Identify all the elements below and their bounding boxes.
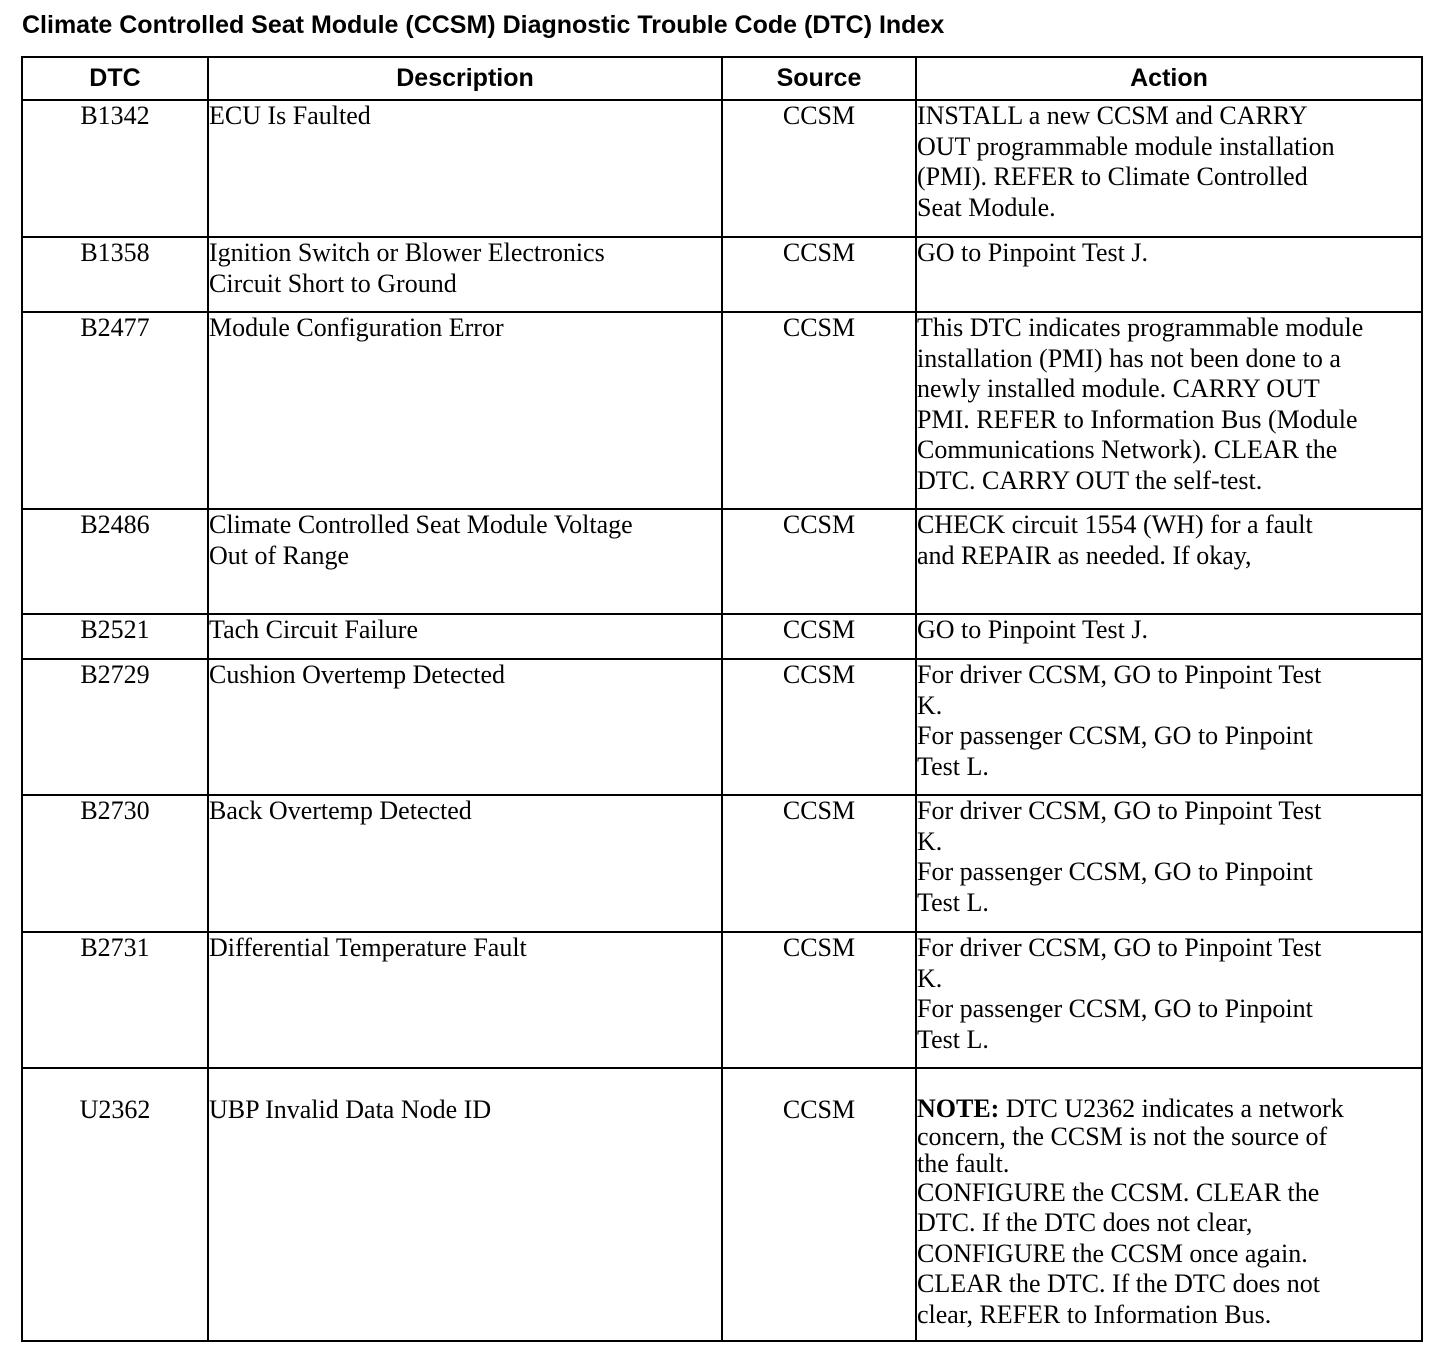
source-cell: CCSM [722, 100, 916, 237]
dtc-code-cell: B1342 [22, 100, 208, 237]
dtc-code-cell: B2729 [22, 659, 208, 795]
source-cell: CCSM [722, 795, 916, 932]
action-line: OUT programmable module installation [917, 131, 1335, 161]
note-line: the fault. [917, 1149, 1010, 1178]
action-cell [916, 100, 1422, 237]
description-line: Out of Range [209, 540, 350, 570]
action-line: K. [917, 690, 943, 720]
header-action: Action [916, 57, 1422, 100]
description-cell [208, 795, 722, 932]
page-title: Climate Controlled Seat Module (CCSM) Diagnostic Trouble Code (DTC) Index [22, 11, 945, 39]
description-line: Circuit Short to Ground [209, 268, 457, 298]
table-row [22, 795, 1422, 932]
table-row [22, 509, 1422, 614]
action-cell [916, 614, 1422, 659]
description-line: Back Overtemp Detected [209, 796, 472, 825]
action-cell [916, 1068, 1422, 1341]
description-line: Module Configuration Error [209, 313, 504, 342]
header-dtc: DTC [22, 57, 208, 100]
source-cell: CCSM [722, 509, 916, 614]
action-line: Test L. [917, 751, 989, 781]
action-line: For passenger CCSM, GO to Pinpoint [917, 857, 1313, 886]
description-line: ECU Is Faulted [209, 101, 371, 130]
action-cell [916, 795, 1422, 932]
note-first-line [917, 1095, 1421, 1123]
dtc-index-table [21, 56, 1423, 1342]
description-line: Ignition Switch or Blower Electronics [209, 238, 605, 267]
table-row [22, 659, 1422, 795]
action-cell [916, 932, 1422, 1068]
description-cell [208, 932, 722, 1068]
description-line: UBP Invalid Data Node ID [209, 1095, 492, 1124]
source-cell: CCSM [722, 1068, 916, 1341]
action-line: Test L. [917, 1024, 989, 1054]
note-line: concern, the CCSM is not the source of [917, 1121, 1328, 1151]
description-cell [208, 509, 722, 614]
dtc-code-cell: B2731 [22, 932, 208, 1068]
action-line: Communications Network). CLEAR the [917, 435, 1338, 464]
dtc-code-cell: B2477 [22, 312, 208, 509]
dtc-code-cell: B2730 [22, 795, 208, 932]
description-cell [208, 1068, 722, 1341]
action-line: clear, REFER to Information Bus. [917, 1299, 1272, 1329]
action-line: CONFIGURE the CCSM. CLEAR the [917, 1177, 1320, 1207]
description-cell [208, 100, 722, 237]
action-line: For driver CCSM, GO to Pinpoint Test [917, 796, 1322, 825]
action-line: installation (PMI) has not been done to a [917, 343, 1341, 373]
description-cell [208, 237, 722, 312]
source-cell: CCSM [722, 659, 916, 795]
action-line: K. [917, 963, 943, 993]
note-block [917, 1095, 1421, 1178]
table-row [22, 237, 1422, 312]
action-line: K. [917, 826, 943, 856]
action-cell [916, 237, 1422, 312]
table-row [22, 100, 1422, 237]
action-line: For passenger CCSM, GO to Pinpoint [917, 994, 1313, 1023]
action-line: and REPAIR as needed. If okay, [917, 540, 1252, 570]
action-line: DTC. If the DTC does not clear, [917, 1208, 1253, 1237]
header-description: Description [208, 57, 722, 100]
table-row [22, 1068, 1422, 1341]
description-cell [208, 312, 722, 509]
description-line: Cushion Overtemp Detected [209, 660, 506, 689]
action-line: (PMI). REFER to Climate Controlled [917, 162, 1308, 191]
action-line: CLEAR the DTC. If the DTC does not [917, 1269, 1320, 1298]
action-cell [916, 509, 1422, 614]
source-cell: CCSM [722, 312, 916, 509]
action-cell [916, 312, 1422, 509]
action-line: CHECK circuit 1554 (WH) for a fault [917, 510, 1313, 539]
description-cell [208, 614, 722, 659]
action-line: For driver CCSM, GO to Pinpoint Test [917, 660, 1322, 689]
action-line: newly installed module. CARRY OUT [917, 374, 1320, 403]
description-line: Climate Controlled Seat Module Voltage [209, 510, 633, 539]
description-line: Differential Temperature Fault [209, 933, 527, 962]
action-line: INSTALL a new CCSM and CARRY [917, 101, 1308, 130]
source-cell: CCSM [722, 614, 916, 659]
action-line: DTC. CARRY OUT the self-test. [917, 465, 1263, 495]
action-cell [916, 659, 1422, 795]
note-label: NOTE: [917, 1094, 1000, 1123]
action-line: For driver CCSM, GO to Pinpoint Test [917, 933, 1322, 962]
table-row [22, 614, 1422, 659]
action-line: CONFIGURE the CCSM once again. [917, 1238, 1308, 1268]
table-header-row [22, 57, 1422, 100]
action-line: Seat Module. [917, 192, 1056, 222]
table-row [22, 312, 1422, 509]
description-line: Tach Circuit Failure [209, 615, 419, 644]
action-line: GO to Pinpoint Test J. [917, 238, 1149, 267]
dtc-code-cell: U2362 [22, 1068, 208, 1341]
dtc-code-cell: B2486 [22, 509, 208, 614]
description-cell [208, 659, 722, 795]
action-line: For passenger CCSM, GO to Pinpoint [917, 721, 1313, 750]
dtc-code-cell: B2521 [22, 614, 208, 659]
note-text: DTC U2362 indicates a network [999, 1094, 1344, 1123]
dtc-code-cell: B1358 [22, 237, 208, 312]
action-line: Test L. [917, 887, 989, 917]
action-line: This DTC indicates programmable module [917, 313, 1364, 342]
action-line: PMI. REFER to Information Bus (Module [917, 404, 1358, 434]
source-cell: CCSM [722, 237, 916, 312]
action-line: GO to Pinpoint Test J. [917, 615, 1149, 644]
table-row [22, 932, 1422, 1068]
header-source: Source [722, 57, 916, 100]
source-cell: CCSM [722, 932, 916, 1068]
